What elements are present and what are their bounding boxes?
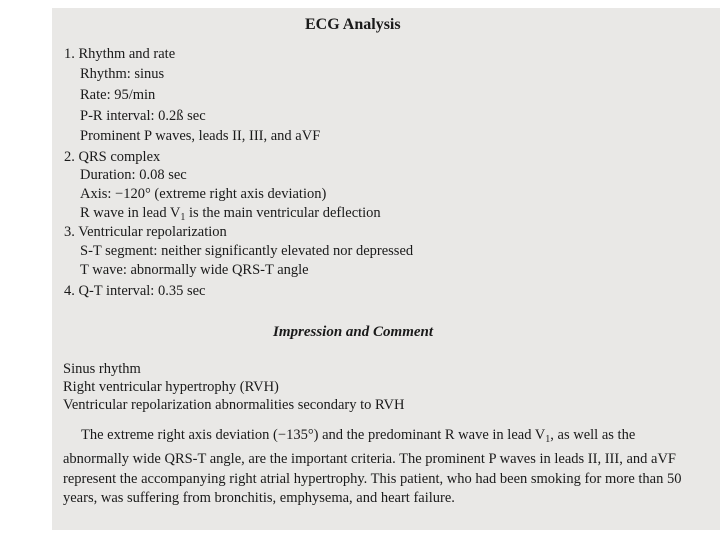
comment-paragraph (63, 426, 683, 509)
section-heading-qt: 4. Q-T interval: 0.35 sec (64, 283, 206, 299)
section-heading-qrs: 2. QRS complex (64, 149, 161, 165)
impression-heading: Impression and Comment (273, 324, 434, 340)
impression-line-3: Ventricular repolarization abnormalities secondary to RVH (63, 397, 405, 413)
duration-line: Duration: 0.08 sec (80, 167, 187, 183)
r-wave-text-end: is the main ventricular deflection (185, 205, 381, 221)
axis-line: Axis: −120° (extreme right axis deviation) (80, 186, 327, 202)
rhythm-line: Rhythm: sinus (80, 66, 165, 82)
comment-text-1: The extreme right axis deviation (−135°) and the predominant R wave in lead V (81, 427, 546, 443)
r-wave-text: R wave in lead V (80, 205, 181, 221)
t-wave-line: T wave: abnormally wide QRS-T angle (80, 262, 309, 278)
r-wave-subscript: 1 (180, 212, 186, 223)
comment-text-2: , as well as the abnormally wide QRS-T angle, are the important criteria. The prominent P waves in leads II, III, and aVF represent the accompanying right atrial hypertrophy. This patient, who had been smoking for more than 50 years, was suffering from bronchitis, emphysema, and heart failure. (63, 427, 682, 507)
impression-line-2: Right ventricular hypertrophy (RVH) (63, 379, 279, 395)
section-heading-repolarization: 3. Ventricular repolarization (64, 224, 227, 240)
st-segment-line: S-T segment: neither significantly elevated nor depressed (80, 243, 414, 259)
pr-interval-line: P-R interval: 0.2ß sec (80, 108, 206, 124)
section-heading-rhythm: 1. Rhythm and rate (64, 46, 176, 62)
page-title: ECG Analysis (305, 16, 401, 33)
rate-line: Rate: 95/min (80, 87, 156, 103)
p-waves-line: Prominent P waves, leads II, III, and aVF (80, 128, 321, 144)
impression-line-1: Sinus rhythm (63, 361, 141, 377)
comment-subscript: 1 (545, 434, 551, 445)
